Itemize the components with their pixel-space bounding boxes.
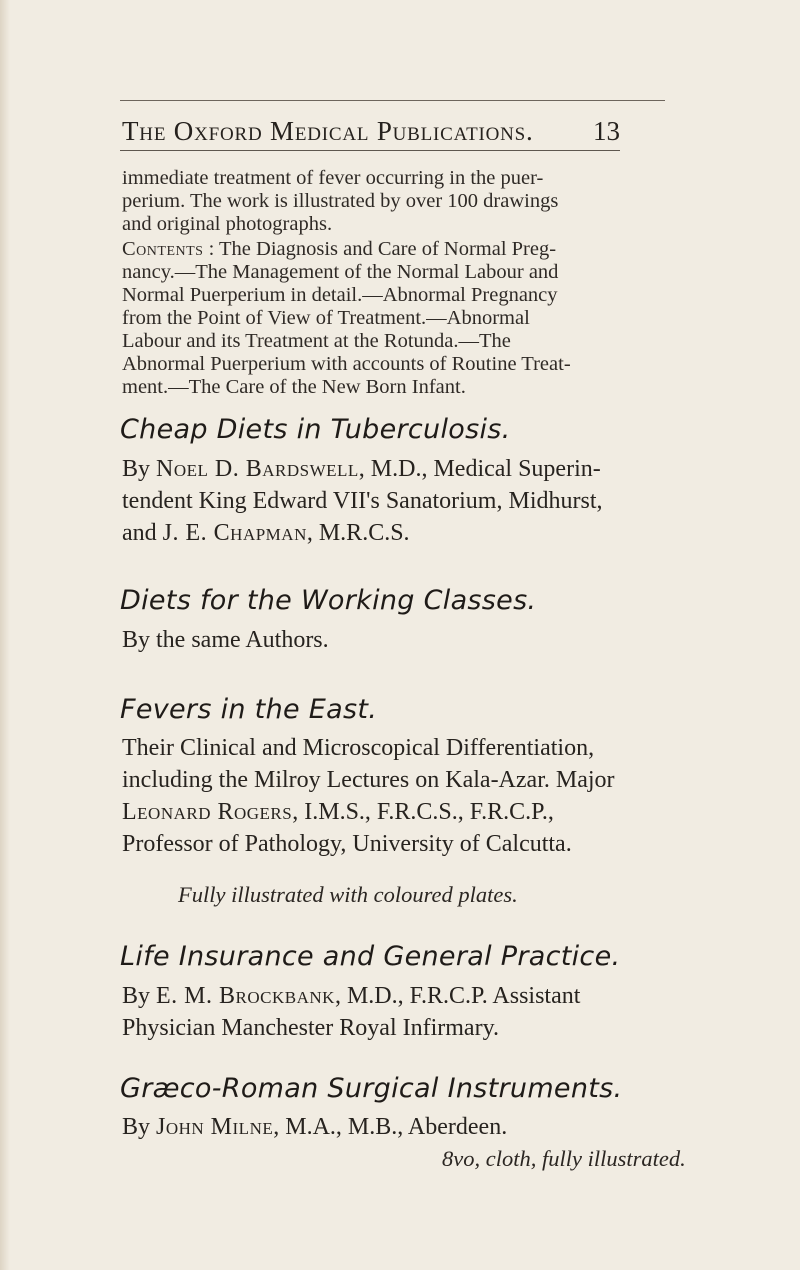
book-title: Fevers in the East. bbox=[120, 694, 378, 725]
book-note: Fully illustrated with coloured plates. bbox=[178, 882, 518, 907]
entry-line bbox=[122, 980, 667, 1012]
entry-line: tendent King Edward VII's Sanatorium, Midhurst, bbox=[122, 488, 603, 514]
top-rule bbox=[120, 100, 665, 101]
entry-line bbox=[122, 517, 667, 549]
contents-label: Contents bbox=[122, 238, 204, 260]
header-rule bbox=[120, 150, 620, 151]
contents-line: ment.—The Care of the New Born Infant. bbox=[122, 376, 466, 398]
book-entry bbox=[122, 624, 667, 656]
contents-text: : The Diagnosis and Care of Normal Preg- bbox=[203, 238, 557, 260]
book-entry bbox=[122, 1111, 667, 1143]
book-title: Græco-Roman Surgical Instruments. bbox=[120, 1073, 623, 1104]
entry-line: Professor of Pathology, University of Calcutta. bbox=[122, 831, 572, 857]
contents-line bbox=[122, 238, 667, 261]
contents-line: Labour and its Treatment at the Rotunda.—The bbox=[122, 330, 511, 352]
entry-line: Their Clinical and Microscopical Differentiation, bbox=[122, 735, 595, 761]
entry-line bbox=[122, 796, 667, 828]
contents-paragraph bbox=[122, 238, 667, 399]
book-entry bbox=[122, 453, 667, 549]
entry-line bbox=[122, 1111, 667, 1143]
book-entry bbox=[122, 732, 667, 860]
book-entry bbox=[122, 980, 667, 1044]
author-credentials: , M.D., F.R.C.P. Assistant bbox=[334, 983, 581, 1009]
by-text: By bbox=[122, 983, 157, 1009]
author-name: John Milne bbox=[156, 1114, 274, 1140]
entry-line bbox=[122, 453, 667, 485]
author-name: J. E. Chapman bbox=[162, 520, 307, 546]
author-name: Leonard Rogers bbox=[122, 799, 293, 825]
book-title: Life Insurance and General Practice. bbox=[120, 941, 621, 972]
entry-line: By the same Authors. bbox=[122, 627, 329, 653]
contents-line: nancy.—The Management of the Normal Labour and bbox=[122, 261, 559, 283]
and-text: and bbox=[122, 520, 163, 546]
book-title: Cheap Diets in Tuberculosis. bbox=[120, 414, 511, 445]
intro-line: perium. The work is illustrated by over 100 drawings bbox=[122, 190, 559, 212]
contents-line: Abnormal Puerperium with accounts of Routine Treat- bbox=[122, 353, 571, 375]
author-credentials: , I.M.S., F.R.C.S., F.R.C.P., bbox=[292, 799, 554, 825]
author-credentials: , M.A., M.B., Aberdeen. bbox=[273, 1114, 508, 1140]
running-title: The Oxford Medical Publications. bbox=[122, 116, 534, 146]
entry-line: Physician Manchester Royal Infirmary. bbox=[122, 1015, 500, 1041]
author-name: Noel D. Bardswell bbox=[156, 456, 359, 482]
book-note: 8vo, cloth, fully illustrated. bbox=[442, 1146, 686, 1171]
page-number: 13 bbox=[593, 116, 620, 146]
by-text: By bbox=[122, 456, 157, 482]
book-title: Diets for the Working Classes. bbox=[120, 585, 537, 616]
contents-line: from the Point of View of Treatment.—Abnormal bbox=[122, 307, 530, 329]
author-credentials: , M.D., Medical Superin- bbox=[358, 456, 601, 482]
by-text: By bbox=[122, 1114, 157, 1140]
contents-line: Normal Puerperium in detail.—Abnormal Pregnancy bbox=[122, 284, 558, 306]
author-name: E. M. Brockbank bbox=[156, 983, 335, 1009]
author-credentials: , M.R.C.S. bbox=[306, 520, 410, 546]
entry-line: including the Milroy Lectures on Kala-Azar. Major bbox=[122, 767, 615, 793]
intro-line: immediate treatment of fever occurring in the puer- bbox=[122, 167, 544, 189]
intro-line: and original photographs. bbox=[122, 213, 333, 235]
intro-paragraph bbox=[122, 167, 667, 236]
